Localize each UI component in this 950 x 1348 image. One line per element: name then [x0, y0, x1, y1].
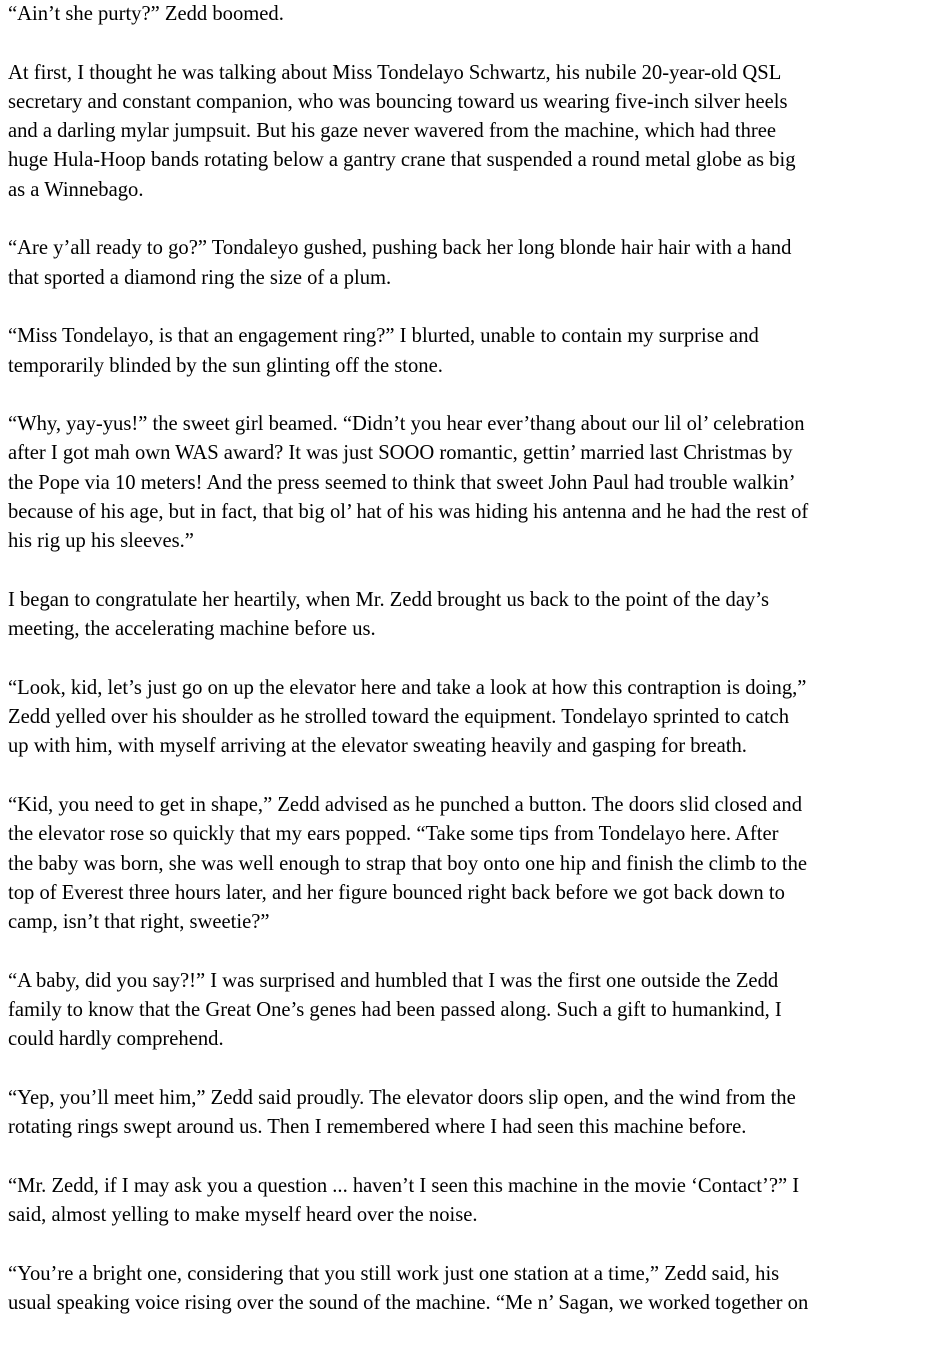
paragraph-6: I began to congratulate her heartily, when Mr. Zedd brought us back to the point of the day’s meeting, the accelerating machine before us. [8, 588, 769, 641]
paragraph-9: “A baby, did you say?!” I was surprised and humbled that I was the first one outside the Zedd family to know that the Great One’s genes had been passed along. Such a gift to humankind, I could hardly comprehend. [8, 969, 782, 1051]
paragraph-12: “You’re a bright one, considering that you still work just one station at a time,” Zedd said, his usual speaking voice rising over the sound of the machine. “Me n’ Sagan, we worked together on [8, 1262, 809, 1315]
paragraph-2: At first, I thought he was talking about Miss Tondelayo Schwartz, his nubile 20-year-old QSL secretary and constant companion, who was bouncing toward us wearing five-inch silver heels and a darling mylar jumpsuit. But his gaze never wavered from the machine, which had three huge Hula-Hoop bands rotating below a gantry crane that suspended a round metal globe as big as a Winnebago. [8, 61, 796, 201]
paragraph-10: “Yep, you’ll meet him,” Zedd said proudly. The elevator doors slip open, and the wind from the rotating rings swept around us. Then I remembered where I had seen this machine before. [8, 1086, 796, 1139]
paragraph-1: “Ain’t she purty?” Zedd boomed. [8, 3, 284, 25]
paragraph-11: “Mr. Zedd, if I may ask you a question ... haven’t I seen this machine in the movie ‘Contact’?” I said, almost yelling to make myself heard over the noise. [8, 1174, 800, 1227]
paragraph-7: “Look, kid, let’s just go on up the elevator here and take a look at how this contraption is doing,” Zedd yelled over his shoulder as he strolled toward the equipment. Tondelayo sprinted to catch up with him, with myself arriving at the elevator sweating heavily and gasping for breath. [8, 676, 807, 758]
paragraph-4: “Miss Tondelayo, is that an engagement ring?” I blurted, unable to contain my surprise and temporarily blinded by the sun glinting off the stone. [8, 325, 759, 377]
paragraph-3: “Are y’all ready to go?” Tondaleyo gushed, pushing back her long blonde hair hair with a hand that sported a diamond ring the size of a plum. [8, 237, 792, 289]
paragraph-5: “Why, yay-yus!” the sweet girl beamed. “Didn’t you hear ever’thang about our lil ol’ celebration after I got mah own WAS award? It was just SOOO romantic, gettin’ married last Christmas by the Pope via 10 meters! And the press seemed to think that sweet John Paul had trouble walkin’ because of his age, but in fact, that big ol’ hat of his was hiding his antenna and he had the rest of his rig up his sleeves.” [8, 413, 809, 553]
paragraph-8: “Kid, you need to get in shape,” Zedd advised as he punched a button. The doors slid closed and the elevator rose so quickly that my ears popped. “Take some tips from Tondelayo here. After the baby was born, she was well enough to strap that boy onto one hip and finish the climb to the top of Everest three hours later, and her figure bounced right back before we got back down to camp, isn’t that right, sweetie?” [8, 794, 808, 934]
document-page [8, 0, 948, 1348]
